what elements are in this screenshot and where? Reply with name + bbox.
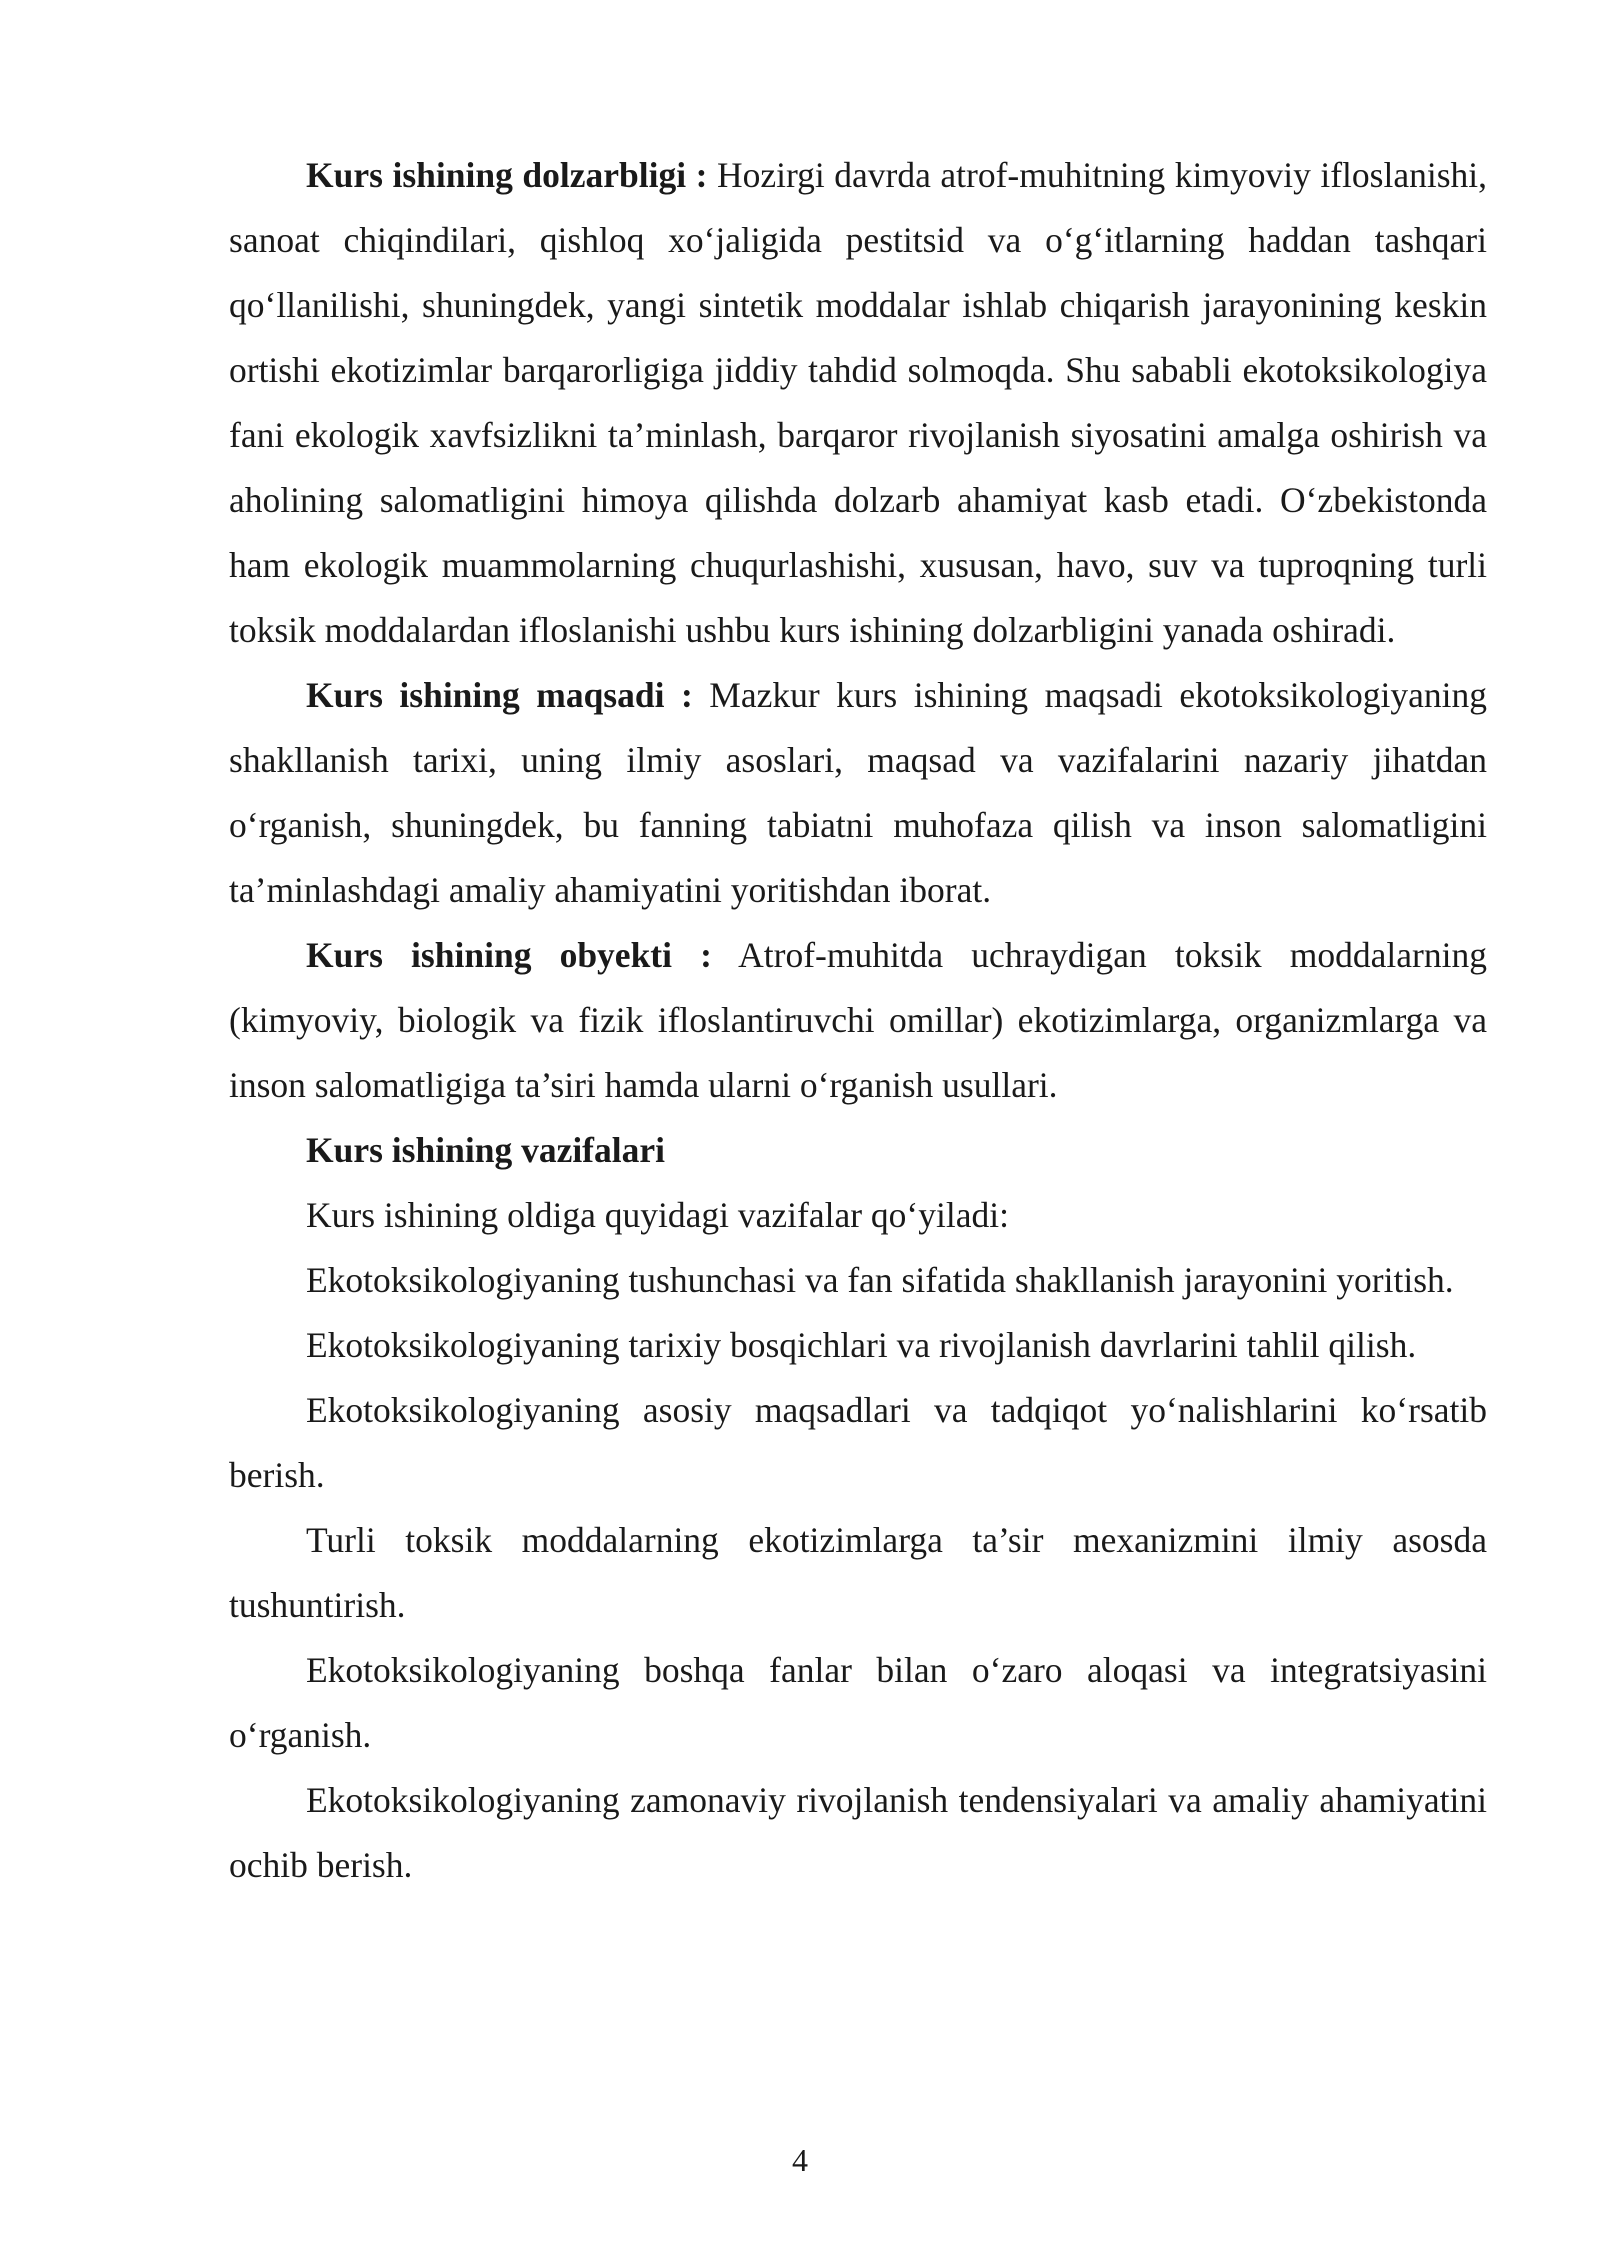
object-paragraph [229, 923, 1487, 1118]
goal-heading: Kurs ishining maqsadi : [306, 675, 693, 715]
goal-text: Mazkur kurs ishining maqsadi ekotoksikologiyaning shakllanish tarixi, uning ilmiy asoslari, maqsad va vazifalarini nazariy jihatdan o‘rganish, shuningdek, bu fanning tabiatni muhofaza qilish va inson salomatligini ta’minlashdagi amaliy ahamiyatini yoritishdan iborat. [229, 675, 1488, 910]
tasks-heading-paragraph [229, 1118, 1487, 1183]
goal-paragraph [229, 663, 1487, 923]
task-item: Ekotoksikologiyaning zamonaviy rivojlanish tendensiyalari va amaliy ahamiyatini ochib berish. [229, 1780, 1487, 1885]
task-item: Ekotoksikologiyaning tushunchasi va fan sifatida shakllanish jarayonini yoritish. [306, 1260, 1454, 1300]
task-item: Turli toksik moddalarning ekotizimlarga ta’sir mexanizmini ilmiy asosda tushuntirish. [229, 1520, 1487, 1625]
relevance-paragraph [229, 143, 1487, 663]
object-heading: Kurs ishining obyekti : [306, 935, 712, 975]
relevance-heading: Kurs ishining dolzarbligi : [306, 155, 708, 195]
task-item: Ekotoksikologiyaning asosiy maqsadlari va tadqiqot yo‘nalishlarini ko‘rsatib berish. [229, 1390, 1487, 1495]
object-text: Atrof-muhitda uchraydigan toksik moddalarning (kimyoviy, biologik va fizik ifloslantiruvchi omillar) ekotizimlarga, organizmlarga va inson salomatligiga ta’siri hamda ularni o‘rganish usullari. [229, 935, 1487, 1105]
tasks-heading: Kurs ishining vazifalari [306, 1130, 665, 1170]
relevance-text: Hozirgi davrda atrof-muhitning kimyoviy ifloslanishi, sanoat chiqindilari, qishloq xo‘jaligida pestitsid va o‘g‘itlarning haddan tashqari qo‘llanilishi, shuningdek, yangi sintetik moddalar ishlab chiqarish jarayonining keskin ortishi ekotizimlar barqarorligiga jiddiy tahdid solmoqda. Shu sababli ekotoksikologiya fani ekologik xavfsizlikni ta’minlash, barqaror rivojlanish siyosatini amalga oshirish va aholining salomatligini himoya qilishda dolzarb ahamiyat kasb etadi. O‘zbekistonda ham ekologik muammolarning chuqurlashishi, xususan, havo, suv va tuproqning turli toksik moddalardan ifloslanishi ushbu kurs ishining dolzarbligini yanada oshiradi. [229, 155, 1487, 650]
task-item: Ekotoksikologiyaning tarixiy bosqichlari va rivojlanish davrlarini tahlil qilish. [306, 1325, 1417, 1365]
tasks-intro: Kurs ishining oldiga quyidagi vazifalar qo‘yiladi: [306, 1195, 1009, 1235]
page-number: 4 [792, 2142, 808, 2178]
task-item: Ekotoksikologiyaning boshqa fanlar bilan o‘zaro aloqasi va integratsiyasini o‘rganish. [229, 1650, 1487, 1755]
document-body [229, 143, 1487, 1898]
